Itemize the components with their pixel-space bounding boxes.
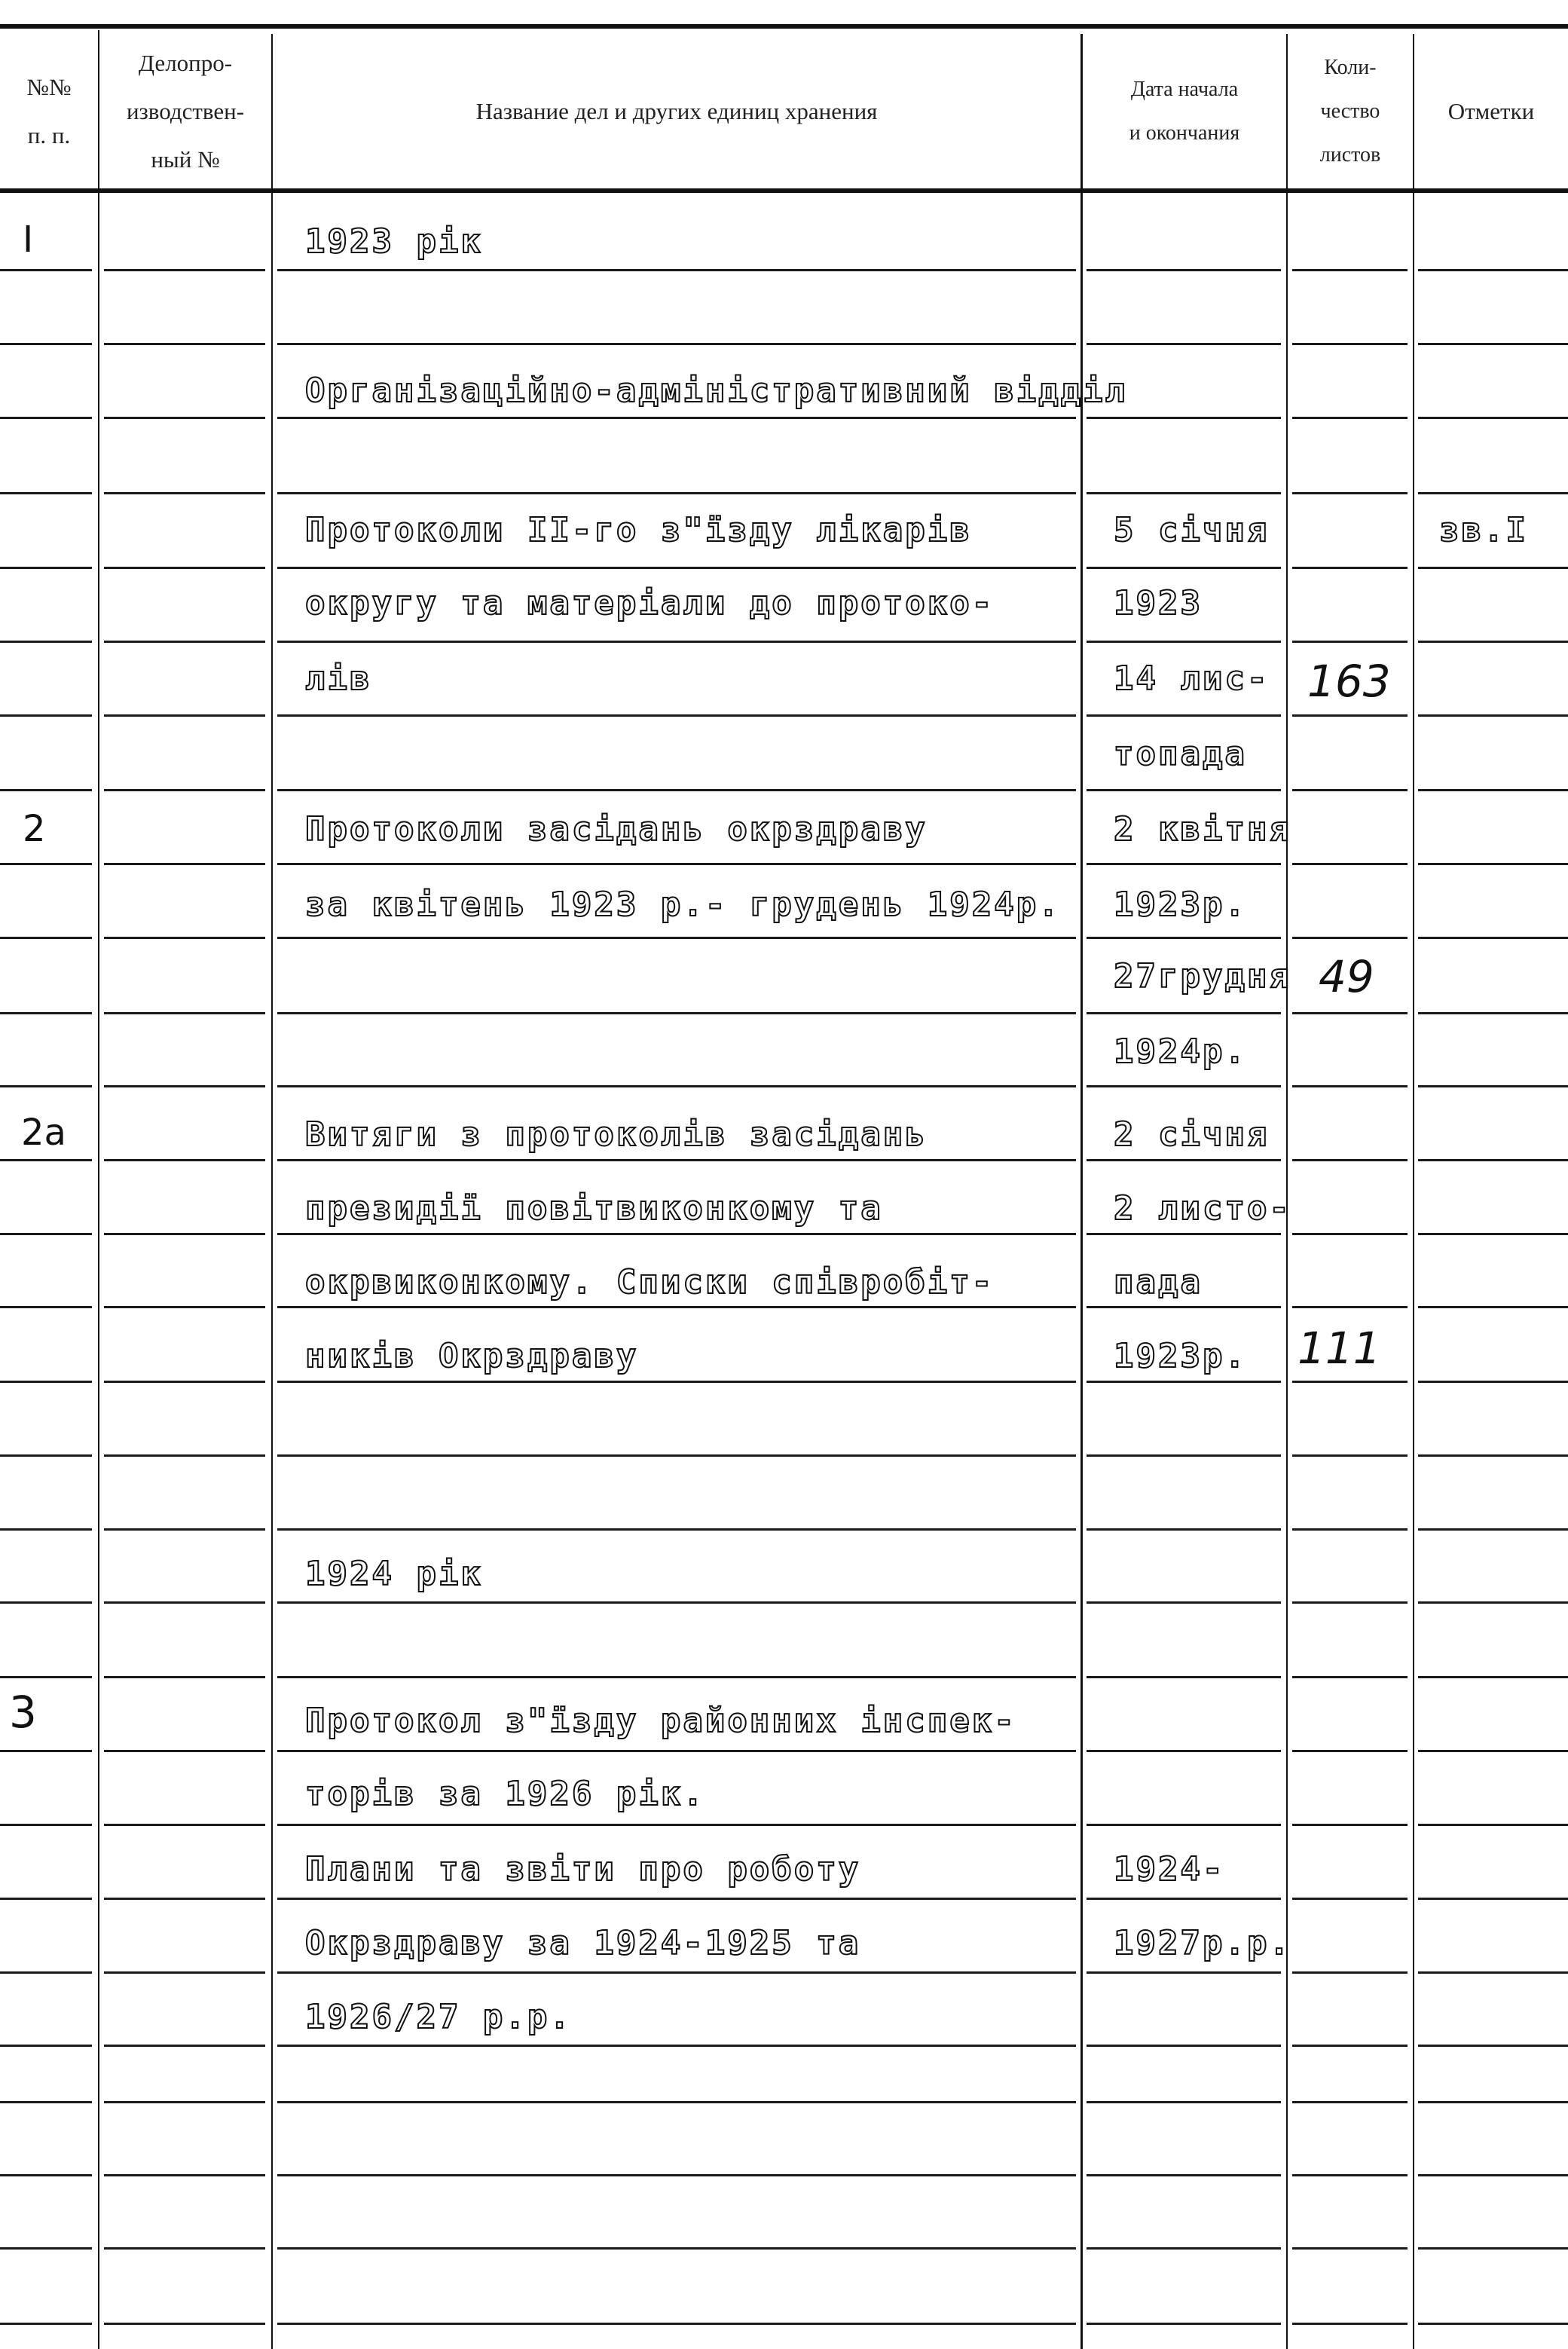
entry-title-line: президії повітвиконкому та <box>305 1189 883 1228</box>
ruled-line <box>1292 789 1408 791</box>
section-heading: Організаційно-адміністративний відділ <box>305 372 1128 410</box>
ruled-line <box>1418 1601 1568 1604</box>
column-divider-2 <box>271 34 273 2349</box>
ruled-line <box>1418 1306 1568 1308</box>
ruled-line <box>1087 2101 1281 2103</box>
ruled-line <box>104 1971 265 1974</box>
header-col-title <box>273 34 1080 188</box>
ruled-line <box>1087 2323 1281 2325</box>
ruled-line <box>104 1159 265 1161</box>
ruled-line <box>0 1824 92 1826</box>
header-bottom-border <box>0 188 1568 193</box>
ruled-line <box>1292 863 1408 865</box>
ruled-line <box>277 1159 1076 1161</box>
ruled-line <box>0 343 92 345</box>
ruled-line <box>1418 789 1568 791</box>
entry-title-line: Витяги з протоколів засідань <box>305 1115 928 1154</box>
ruled-line <box>1292 567 1408 569</box>
ruled-line <box>277 417 1076 419</box>
header-text: Название дел и других единиц хранения <box>475 97 878 124</box>
ruled-line <box>104 1306 265 1308</box>
entry-title-line: лів <box>305 659 372 698</box>
ruled-line <box>1418 343 1568 345</box>
ruled-line <box>0 1528 92 1531</box>
ruled-line <box>104 2045 265 2047</box>
entry-title-line: торів за 1926 рік. <box>305 1775 705 1813</box>
ruled-line <box>1292 1824 1408 1826</box>
ruled-line <box>0 1085 92 1087</box>
ruled-line <box>1087 492 1281 494</box>
ruled-line <box>1418 2323 1568 2325</box>
entry-title-line: окрвиконкому. Списки співробіт- <box>305 1263 995 1301</box>
ruled-line <box>0 1233 92 1235</box>
ruled-line <box>1087 1454 1281 1457</box>
ruled-line <box>1087 1085 1281 1087</box>
ruled-line <box>1292 937 1408 939</box>
ruled-line <box>1292 2101 1408 2103</box>
ruled-line <box>0 567 92 569</box>
entry-number: 2а <box>21 1112 66 1154</box>
ruled-line <box>1418 1750 1568 1752</box>
ruled-line <box>1087 1898 1281 1900</box>
entry-title-line: ників Окрздраву <box>305 1337 639 1375</box>
entry-title-line: за квітень 1923 р.- грудень 1924р. <box>305 885 1061 924</box>
ruled-line <box>1418 1381 1568 1383</box>
ruled-line <box>0 1971 92 1974</box>
ruled-line <box>1292 492 1408 494</box>
ruled-line <box>104 1824 265 1826</box>
ruled-line <box>1418 714 1568 717</box>
sheet-count: 163 <box>1307 656 1391 707</box>
ruled-line <box>1292 1898 1408 1900</box>
ruled-line <box>277 567 1076 569</box>
ruled-line <box>0 714 92 717</box>
entry-date-line: 1923р. <box>1114 885 1247 924</box>
ruled-line <box>1087 714 1281 717</box>
header-text: чество <box>1320 99 1380 123</box>
ruled-line <box>277 1012 1076 1014</box>
entry-date-line: 1927р.р. <box>1114 1924 1291 1962</box>
ruled-line <box>0 1898 92 1900</box>
ruled-line <box>277 863 1076 865</box>
ruled-line <box>104 567 265 569</box>
entry-title-line: Протоколи II-го з"їзду лікарів <box>305 511 972 549</box>
entry-title-line: Протоколи засідань окрздраву <box>305 810 928 849</box>
ruled-line <box>277 343 1076 345</box>
ruled-line <box>1292 1971 1408 1974</box>
ruled-line <box>1418 567 1568 569</box>
ruled-line <box>104 343 265 345</box>
ruled-line <box>1418 1012 1568 1014</box>
ruled-line <box>1087 641 1281 643</box>
entry-number: 3 <box>9 1687 37 1738</box>
entry-title-line: Плани та звіти про роботу <box>305 1850 861 1889</box>
ruled-line <box>104 937 265 939</box>
ruled-line <box>0 2323 92 2325</box>
header-col-number <box>0 34 98 188</box>
ruled-line <box>277 2174 1076 2176</box>
ruled-line <box>1292 714 1408 717</box>
header-col-dates <box>1083 34 1286 188</box>
ruled-line <box>0 269 92 271</box>
ruled-line <box>1418 1971 1568 1974</box>
ruled-line <box>1087 567 1281 569</box>
year-heading: 1923 рік <box>305 222 483 261</box>
ruled-line <box>1418 2174 1568 2176</box>
ruled-line <box>104 2247 265 2250</box>
ruled-line <box>277 714 1076 717</box>
ruled-line <box>104 417 265 419</box>
ruled-line <box>1087 417 1281 419</box>
ruled-line <box>1087 1601 1281 1604</box>
entry-date-line: 1923р. <box>1114 1337 1247 1375</box>
ruled-line <box>1292 2045 1408 2047</box>
ruled-line <box>1087 1012 1281 1014</box>
ruled-line <box>277 1233 1076 1235</box>
ruled-line <box>1418 1454 1568 1457</box>
ruled-line <box>104 1601 265 1604</box>
header-text: изводствен- <box>126 97 245 124</box>
ruled-line <box>277 1750 1076 1752</box>
ruled-line <box>1292 1454 1408 1457</box>
entry-date-line: 1924- <box>1114 1850 1225 1889</box>
header-col-sheets <box>1288 34 1413 188</box>
ruled-line <box>104 1676 265 1678</box>
ruled-line <box>0 1306 92 1308</box>
ruled-line <box>1418 641 1568 643</box>
ruled-line <box>1292 1085 1408 1087</box>
ruled-line <box>1292 1306 1408 1308</box>
ruled-line <box>1418 417 1568 419</box>
ruled-line <box>104 714 265 717</box>
ruled-line <box>277 789 1076 791</box>
ruled-line <box>1087 2174 1281 2176</box>
entry-date-line: 2 квітня <box>1114 810 1291 849</box>
entry-date-line: 1924р. <box>1114 1032 1247 1071</box>
ruled-line <box>104 1085 265 1087</box>
ruled-line <box>1292 1601 1408 1604</box>
ruled-line <box>0 937 92 939</box>
header-text: Отметки <box>1447 97 1535 124</box>
sheet-count: 49 <box>1319 951 1374 1002</box>
entry-title-line: 1926/27 р.р. <box>305 1998 572 2036</box>
ruled-line <box>277 1824 1076 1826</box>
ruled-line <box>104 492 265 494</box>
ruled-line <box>1418 2247 1568 2250</box>
ruled-line <box>104 2174 265 2176</box>
ruled-line <box>104 2323 265 2325</box>
ruled-line <box>1418 1824 1568 1826</box>
year-heading: 1924 рік <box>305 1555 483 1593</box>
entry-date-line: топада <box>1114 735 1247 773</box>
ruled-line <box>277 492 1076 494</box>
ruled-line <box>1087 1233 1281 1235</box>
ruled-line <box>277 1601 1076 1604</box>
ruled-line <box>1087 1971 1281 1974</box>
ruled-line <box>1418 2045 1568 2047</box>
entry-note: зв.І <box>1439 511 1528 549</box>
ruled-line <box>277 1676 1076 1678</box>
ruled-line <box>1292 1233 1408 1235</box>
header-text: ный № <box>151 145 220 173</box>
ruled-line <box>104 1528 265 1531</box>
ruled-line <box>1418 269 1568 271</box>
ruled-line <box>277 2101 1076 2103</box>
ruled-line <box>1087 2045 1281 2047</box>
entry-date-line: пада <box>1114 1263 1203 1301</box>
column-divider-5 <box>1413 34 1414 2349</box>
ruled-line <box>0 863 92 865</box>
header-col-office-number <box>99 34 271 188</box>
ruled-line <box>104 641 265 643</box>
ruled-line <box>1418 937 1568 939</box>
entry-date-line: 14 лис- <box>1114 659 1270 698</box>
ruled-line <box>1087 269 1281 271</box>
ruled-line <box>1087 1381 1281 1383</box>
ruled-line <box>1087 2247 1281 2250</box>
entry-title-line: Протокол з"їзду районних інспек- <box>305 1702 1016 1740</box>
ruled-line <box>0 1676 92 1678</box>
entry-date-line: 2 листо- <box>1114 1189 1291 1228</box>
ruled-line <box>104 1750 265 1752</box>
header-top-border <box>0 24 1568 29</box>
ruled-line <box>0 1159 92 1161</box>
entry-title-line: округу та матеріали до протоко- <box>305 584 995 622</box>
ruled-line <box>104 2101 265 2103</box>
ruled-line <box>1418 1159 1568 1161</box>
ruled-line <box>277 269 1076 271</box>
ruled-line <box>1292 1676 1408 1678</box>
ruled-line <box>0 2045 92 2047</box>
ruled-line <box>277 641 1076 643</box>
ruled-line <box>277 1454 1076 1457</box>
ruled-line <box>0 2247 92 2250</box>
ruled-line <box>1418 2101 1568 2103</box>
ruled-line <box>1087 863 1281 865</box>
ruled-line <box>277 1528 1076 1531</box>
entry-number: I <box>23 219 34 261</box>
ruled-line <box>1087 1528 1281 1531</box>
entry-date-line: 1923 <box>1114 584 1203 622</box>
ruled-line <box>1087 1306 1281 1308</box>
header-text: Делопро- <box>138 49 233 76</box>
ruled-line <box>1087 1676 1281 1678</box>
ruled-line <box>104 1233 265 1235</box>
ruled-line <box>277 1898 1076 1900</box>
ruled-line <box>1418 1676 1568 1678</box>
ruled-line <box>104 1454 265 1457</box>
header-col-notes <box>1414 34 1568 188</box>
ruled-line <box>1292 641 1408 643</box>
ruled-line <box>1087 343 1281 345</box>
ruled-line <box>0 1601 92 1604</box>
ruled-line <box>277 2323 1076 2325</box>
ruled-line <box>0 1381 92 1383</box>
ruled-line <box>1292 2247 1408 2250</box>
ruled-line <box>1087 1750 1281 1752</box>
ruled-line <box>1292 2323 1408 2325</box>
ruled-line <box>1087 937 1281 939</box>
ruled-line <box>277 2247 1076 2250</box>
column-divider-1 <box>98 30 99 2349</box>
ruled-line <box>277 1306 1076 1308</box>
header-text: Коли- <box>1324 55 1377 79</box>
ruled-line <box>1418 492 1568 494</box>
ruled-line <box>1418 1528 1568 1531</box>
ruled-line <box>104 863 265 865</box>
ruled-line <box>1418 863 1568 865</box>
entry-date-line: 27грудня <box>1114 957 1291 996</box>
ruled-line <box>1292 1750 1408 1752</box>
entry-date-line: 5 січня <box>1114 511 1270 549</box>
ruled-line <box>1418 1233 1568 1235</box>
ruled-line <box>104 1898 265 1900</box>
ruled-line <box>1418 1898 1568 1900</box>
header-text: и окончания <box>1129 121 1240 145</box>
ruled-line <box>0 417 92 419</box>
sheet-count: 111 <box>1297 1323 1381 1374</box>
header-text: п. п. <box>27 121 71 148</box>
ruled-line <box>104 1012 265 1014</box>
ruled-line <box>1087 1824 1281 1826</box>
entry-title-line: Окрздраву за 1924-1925 та <box>305 1924 861 1962</box>
ruled-line <box>1292 2174 1408 2176</box>
ruled-line <box>277 1085 1076 1087</box>
ruled-line <box>0 1750 92 1752</box>
ruled-line <box>0 2174 92 2176</box>
ruled-line <box>277 937 1076 939</box>
ruled-line <box>0 492 92 494</box>
ruled-line <box>104 269 265 271</box>
header-text: листов <box>1319 142 1381 167</box>
ruled-line <box>104 789 265 791</box>
header-text: №№ <box>26 73 72 100</box>
ruled-line <box>104 1381 265 1383</box>
ruled-line <box>0 1012 92 1014</box>
ruled-line <box>1292 1381 1408 1383</box>
ruled-line <box>1292 1012 1408 1014</box>
ruled-line <box>0 2101 92 2103</box>
ruled-line <box>277 1971 1076 1974</box>
ruled-line <box>1292 343 1408 345</box>
entry-date-line: 2 січня <box>1114 1115 1270 1154</box>
ruled-line <box>1292 269 1408 271</box>
ruled-line <box>1292 1159 1408 1161</box>
ruled-line <box>0 1454 92 1457</box>
ruled-line <box>277 1381 1076 1383</box>
ruled-line <box>0 641 92 643</box>
ruled-line <box>0 789 92 791</box>
entry-number: 2 <box>23 808 46 850</box>
ruled-line <box>1087 789 1281 791</box>
ruled-line <box>1292 1528 1408 1531</box>
header-text: Дата начала <box>1130 77 1239 101</box>
ruled-line <box>1418 1085 1568 1087</box>
ruled-line <box>277 2045 1076 2047</box>
ruled-line <box>1292 417 1408 419</box>
ruled-line <box>1087 1159 1281 1161</box>
